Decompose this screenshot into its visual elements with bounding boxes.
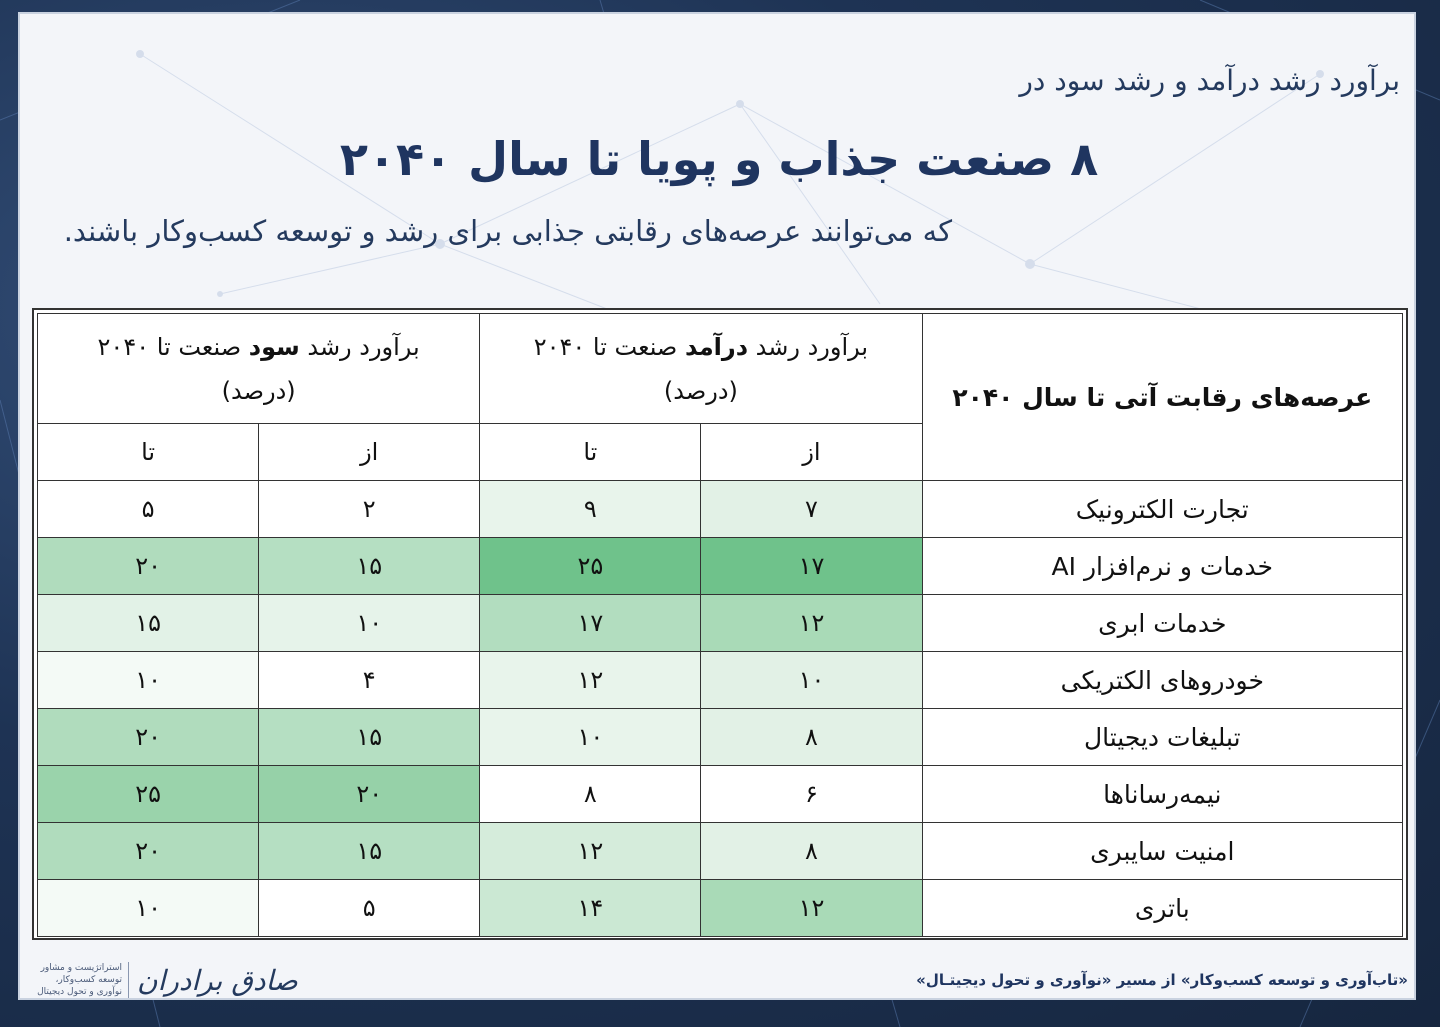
revenue-from-cell: ۱۷ — [701, 538, 922, 595]
header-profit-post: صنعت تا ۲۰۴۰ — [97, 332, 249, 361]
header-profit — [38, 314, 480, 424]
table-row — [38, 766, 1403, 823]
revenue-to-cell: ۸ — [480, 766, 701, 823]
industry-cell: خدمات و نرم‌افزار AI — [922, 538, 1402, 595]
header-revenue-bold: درآمد — [684, 332, 749, 361]
profit-to-cell: ۱۰ — [38, 880, 259, 937]
table-row — [38, 595, 1403, 652]
profit-from-cell: ۱۵ — [259, 538, 480, 595]
table-row — [38, 709, 1403, 766]
header-revenue-post: صنعت تا ۲۰۴۰ — [533, 332, 685, 361]
profit-from-cell: ۱۵ — [259, 823, 480, 880]
industry-cell: امنیت سایبری — [922, 823, 1402, 880]
profit-to-cell: ۱۰ — [38, 652, 259, 709]
header-profit-from: از — [259, 424, 480, 481]
header-revenue-from: از — [701, 424, 922, 481]
header-industry: عرصه‌های رقابت آتی تا سال ۲۰۴۰ — [922, 314, 1402, 481]
table-row — [38, 823, 1403, 880]
table-row — [38, 481, 1403, 538]
subtitle: که می‌توانند عرصه‌های رقابتی جذابی برای رشد و توسعه کسب‌وکار باشند. — [63, 214, 952, 248]
header-revenue — [480, 314, 922, 424]
profit-from-cell: ۱۵ — [259, 709, 480, 766]
header-revenue-unit: (درصد) — [663, 376, 738, 405]
profit-to-cell: ۵ — [38, 481, 259, 538]
pre-title: برآورد رشد درآمد و رشد سود در — [1019, 64, 1400, 97]
industry-cell: تبلیغات دیجیتال — [922, 709, 1402, 766]
profit-from-cell: ۴ — [259, 652, 480, 709]
header-revenue-pre: برآورد رشد — [748, 332, 869, 361]
logo-note: استراتژیست و مشاور توسعه کسب‌وکار، نوآوری و تحول دیجیتال — [32, 962, 129, 998]
profit-to-cell: ۲۰ — [38, 709, 259, 766]
industry-cell: خودروهای الکتریکی — [922, 652, 1402, 709]
footer-tagline: «تاب‌آوری و توسعه کسب‌وکار» از مسیر «نوآوری و تحول دیجیتـال» — [916, 971, 1408, 989]
logo: صادق برادران — [137, 963, 298, 997]
footer-logo — [32, 962, 298, 998]
header-revenue-to: تا — [480, 424, 701, 481]
industry-cell: نیمه‌رسانا‌ها — [922, 766, 1402, 823]
revenue-to-cell: ۹ — [480, 481, 701, 538]
revenue-to-cell: ۱۷ — [480, 595, 701, 652]
header-profit-unit: (درصد) — [221, 376, 296, 405]
profit-to-cell: ۱۵ — [38, 595, 259, 652]
revenue-from-cell: ۱۲ — [701, 595, 922, 652]
profit-to-cell: ۲۵ — [38, 766, 259, 823]
header-profit-to: تا — [38, 424, 259, 481]
revenue-to-cell: ۱۴ — [480, 880, 701, 937]
revenue-from-cell: ۸ — [701, 823, 922, 880]
industry-cell: خدمات ابری — [922, 595, 1402, 652]
growth-table — [32, 308, 1408, 940]
table-row — [38, 538, 1403, 595]
revenue-from-cell: ۸ — [701, 709, 922, 766]
profit-to-cell: ۲۰ — [38, 823, 259, 880]
table-row — [38, 652, 1403, 709]
profit-from-cell: ۱۰ — [259, 595, 480, 652]
revenue-from-cell: ۷ — [701, 481, 922, 538]
revenue-from-cell: ۱۰ — [701, 652, 922, 709]
footer — [32, 958, 1408, 1000]
profit-to-cell: ۲۰ — [38, 538, 259, 595]
profit-from-cell: ۲ — [259, 481, 480, 538]
content-card — [18, 12, 1416, 1000]
revenue-to-cell: ۱۲ — [480, 823, 701, 880]
revenue-to-cell: ۲۵ — [480, 538, 701, 595]
revenue-to-cell: ۱۰ — [480, 709, 701, 766]
industry-cell: باتری — [922, 880, 1402, 937]
page-title: ۸ صنعت جذاب و پویا تا سال ۲۰۴۰ — [339, 132, 1099, 186]
revenue-to-cell: ۱۲ — [480, 652, 701, 709]
revenue-from-cell: ۱۲ — [701, 880, 922, 937]
header-profit-pre: برآورد رشد — [299, 332, 420, 361]
profit-from-cell: ۵ — [259, 880, 480, 937]
profit-from-cell: ۲۰ — [259, 766, 480, 823]
table-row — [38, 880, 1403, 937]
revenue-from-cell: ۶ — [701, 766, 922, 823]
industry-cell: تجارت الکترونیک — [922, 481, 1402, 538]
header-profit-bold: سود — [248, 332, 300, 361]
